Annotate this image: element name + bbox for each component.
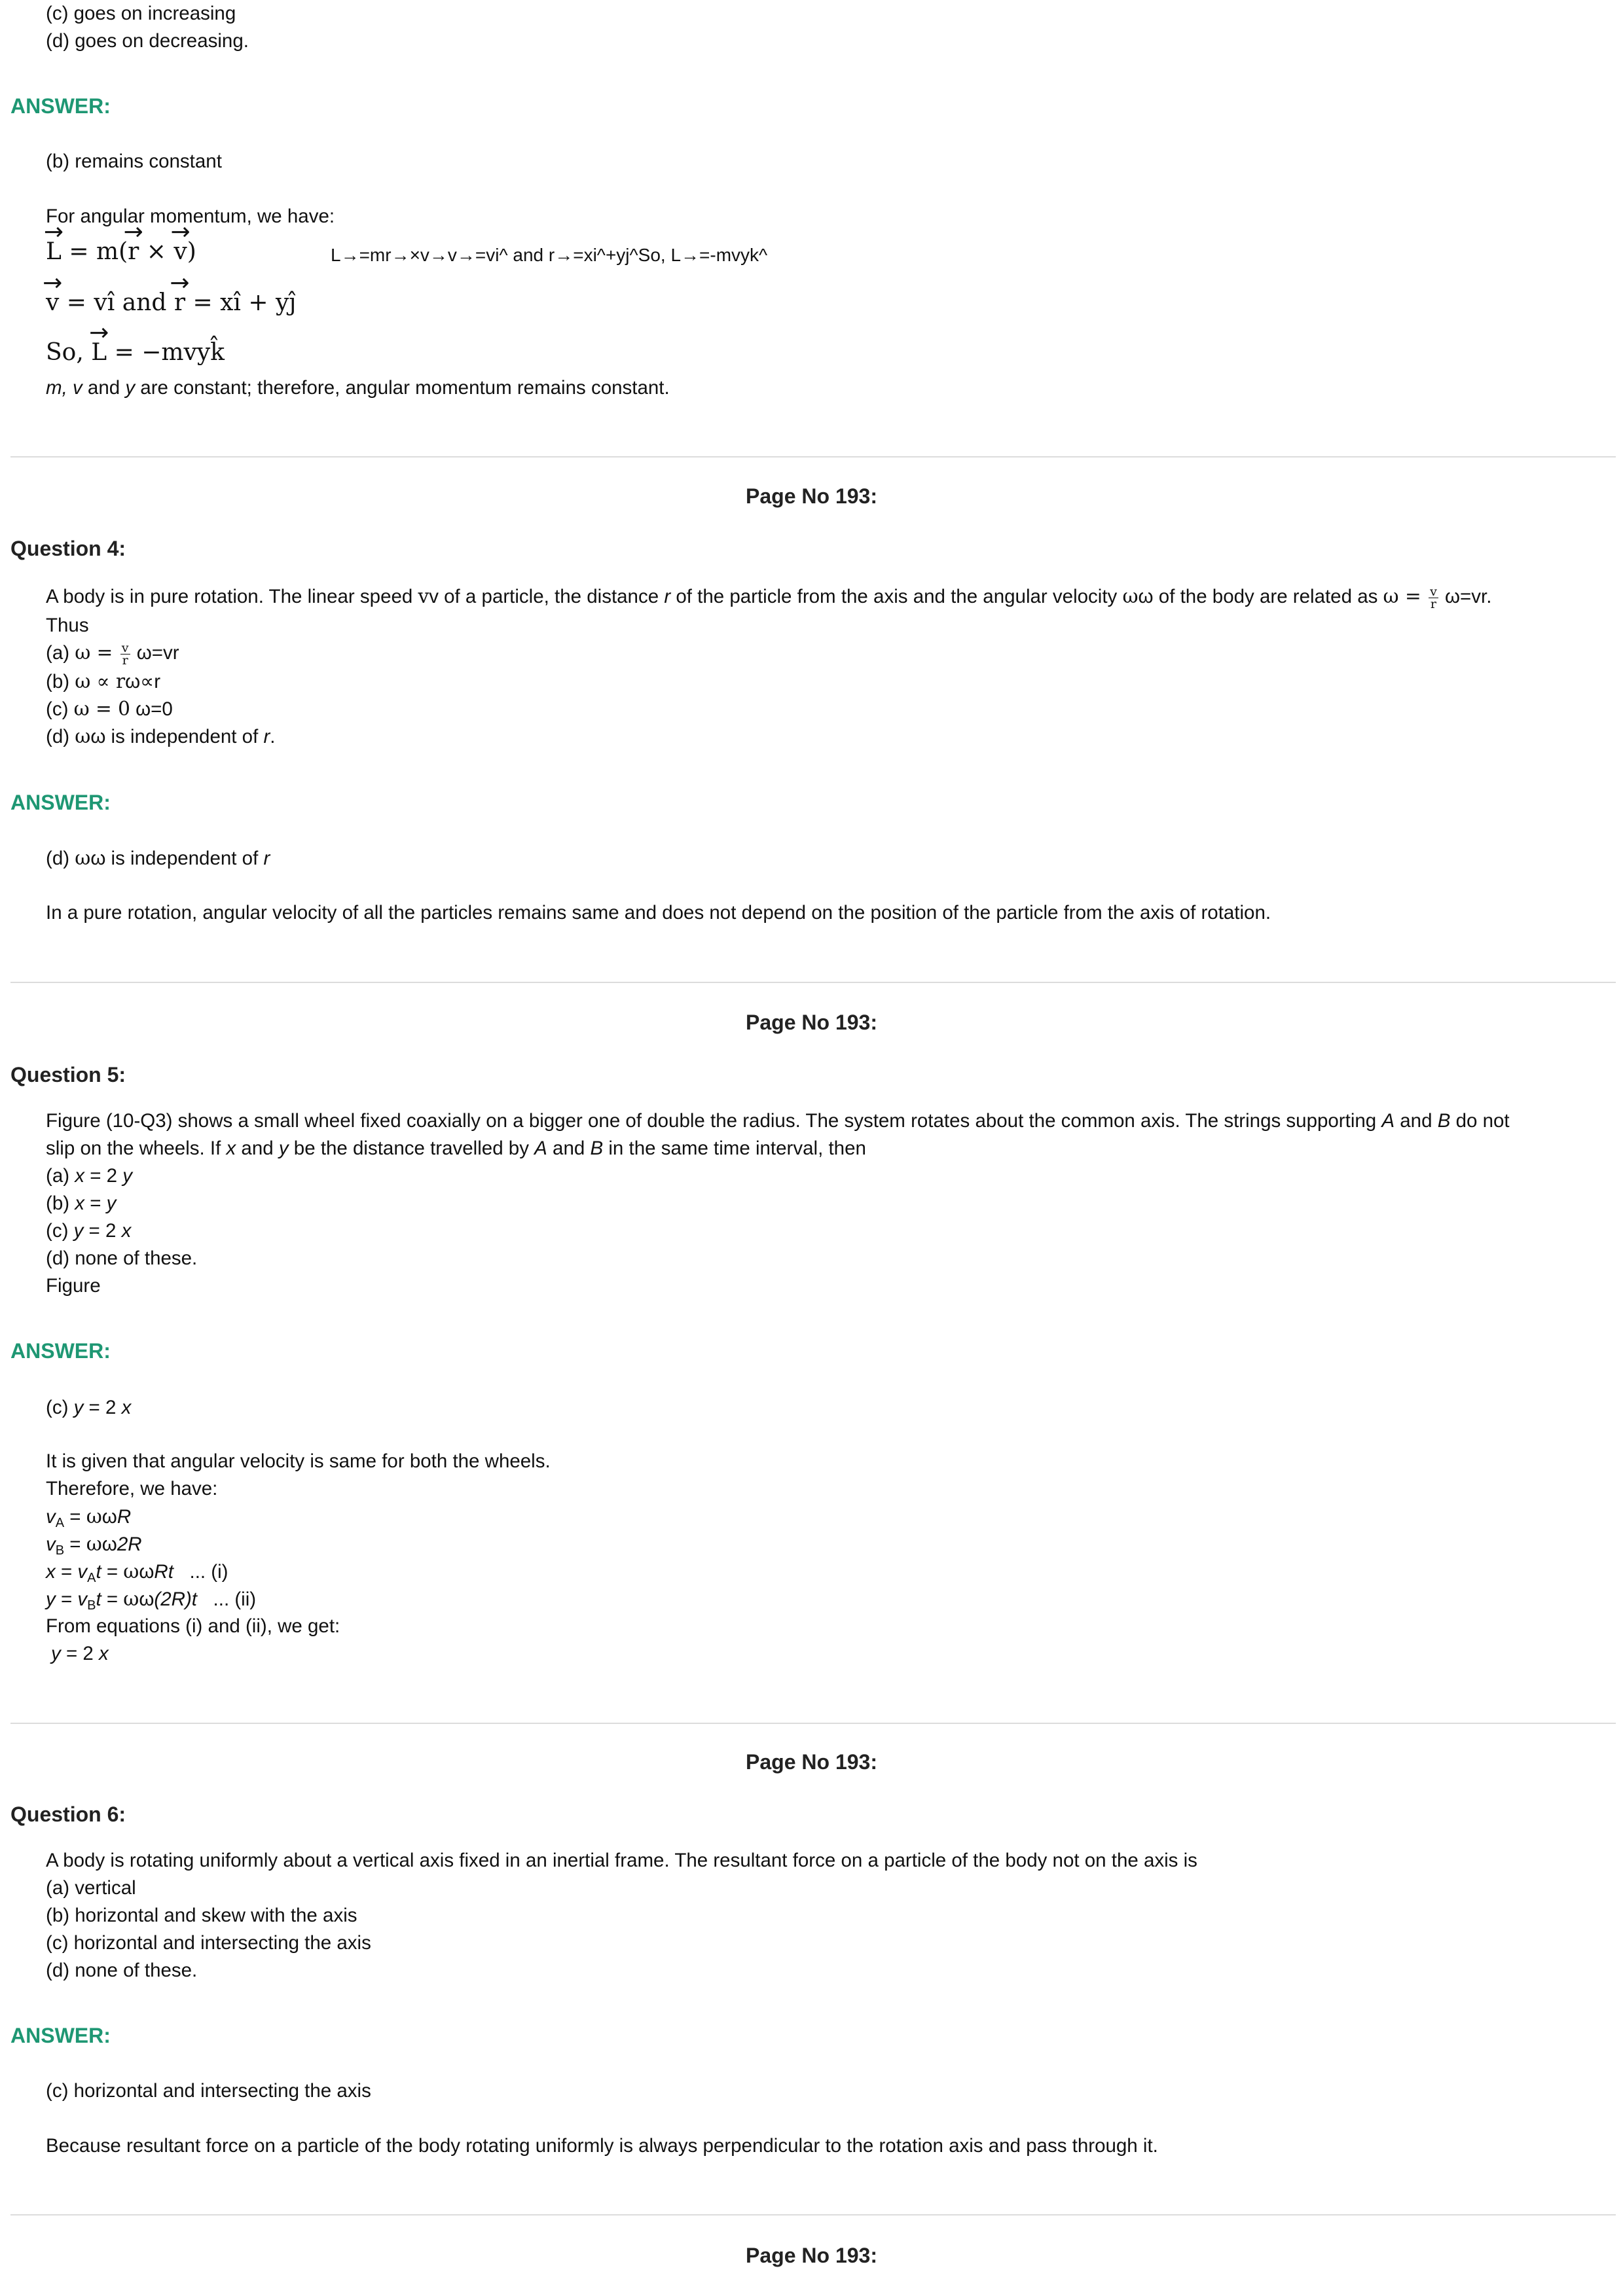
var: y (73, 1397, 84, 1418)
var: v (77, 1588, 88, 1610)
text: ω∝r (125, 671, 161, 692)
question-5-option-a (46, 1162, 132, 1190)
text: be the distance travelled by (288, 1138, 535, 1159)
explanation-line: For angular momentum, we have: (46, 206, 335, 227)
vector-L: → L (46, 238, 62, 265)
option-d: (d) goes on decreasing. (46, 30, 249, 52)
math-omega: ω (123, 1560, 139, 1583)
text: v (429, 586, 439, 607)
subscript: B (55, 1543, 65, 1558)
var: r (263, 726, 270, 747)
text: = (64, 1506, 86, 1528)
text: of the particle from the axis and the angular velocity (670, 586, 1123, 607)
eq-part: = xî + yĵ (185, 289, 297, 316)
question-6-option-c: (c) horizontal and intersecting the axis (46, 1932, 371, 1954)
question-6-option-a: (a) vertical (46, 1877, 136, 1899)
section-divider (10, 456, 1616, 457)
text: (b) (46, 1193, 75, 1214)
equation-tag: ... (i) (173, 1561, 228, 1583)
text: is independent of (105, 848, 264, 869)
text: = (84, 1193, 107, 1214)
eq-part: = vî and (59, 289, 174, 316)
section-divider (10, 1723, 1616, 1724)
text: (c) (46, 698, 74, 720)
page-number-heading: Page No 193: (746, 1750, 877, 1774)
var: B (1437, 1110, 1451, 1132)
vector-v: → v (173, 238, 187, 265)
math-omega: ω (1122, 585, 1139, 607)
text: = 2 (83, 1397, 122, 1418)
text: (a) (46, 642, 75, 664)
var: x (75, 1165, 84, 1187)
text: is independent of (105, 726, 264, 747)
question-4-option-c (46, 695, 173, 723)
denominator: r (1430, 596, 1436, 611)
vector-L: → L (91, 339, 107, 366)
text: = 2 (84, 1165, 123, 1187)
text: and (236, 1138, 279, 1159)
math-relation: ω = (1383, 585, 1428, 607)
var: x (121, 1397, 132, 1418)
text: of a particle, the distance (438, 586, 665, 607)
text: (c) (46, 1397, 74, 1418)
math: ω (75, 847, 91, 869)
text: ω (139, 1588, 155, 1610)
math-relation: ω = (75, 641, 119, 664)
text: (b) (46, 671, 75, 692)
question-4-answer (46, 844, 270, 872)
text: = (101, 1561, 124, 1583)
text: and (82, 377, 126, 399)
text: . (270, 726, 276, 747)
text: in the same time interval, then (603, 1138, 866, 1159)
fraction (120, 642, 130, 666)
var: y (73, 1220, 84, 1242)
var: B (590, 1138, 604, 1159)
var: y (125, 377, 136, 399)
text: slip on the wheels. If (46, 1138, 227, 1159)
math: ω ∝ r (75, 670, 126, 692)
text: = (55, 1561, 78, 1583)
var: v (77, 1561, 88, 1583)
text: ω (139, 1561, 155, 1583)
var: t (96, 1561, 101, 1583)
var: y (278, 1138, 289, 1159)
var: x (121, 1220, 132, 1242)
var: t (96, 1588, 101, 1610)
var: r (263, 848, 270, 869)
question-5-text-line-1 (46, 1107, 1510, 1135)
var: Rt (154, 1561, 173, 1583)
text: ω=vr (136, 642, 179, 664)
denominator: r (122, 653, 128, 668)
equation-tag: ... (ii) (196, 1588, 257, 1610)
eq-part: × (139, 238, 174, 265)
var: v (46, 1534, 56, 1555)
text: = 2 (83, 1220, 122, 1242)
var: A (1381, 1110, 1395, 1132)
math-v: v (418, 585, 429, 607)
subscript: B (87, 1598, 96, 1613)
question-5-solution-line-8 (51, 1640, 109, 1668)
text: are constant; therefore, angular momentum remains constant. (135, 377, 670, 399)
question-5-solution-line-2: Therefore, we have: (46, 1478, 218, 1499)
var: x (75, 1193, 84, 1214)
question-4-explanation: In a pure rotation, angular velocity of all the particles remains same and does not depend on the position of the particle from the axis of rotation. (46, 902, 1271, 924)
var: x (98, 1643, 109, 1664)
question-6-option-d: (d) none of these. (46, 1960, 198, 1981)
text: A body is in pure rotation. The linear speed (46, 586, 418, 607)
question-5-heading: Question 5: (10, 1063, 126, 1086)
question-6-answer: (c) horizontal and intersecting the axis (46, 2080, 371, 2102)
question-4-option-a (46, 639, 179, 667)
equation-angular-momentum (46, 238, 196, 265)
text: ω=0 (136, 698, 173, 720)
text: ω=vr. (1445, 586, 1492, 607)
vector-r: → r (128, 238, 139, 265)
text: and (547, 1138, 591, 1159)
equation-velocity-position (46, 289, 296, 316)
text: = (64, 1534, 86, 1555)
option-c: (c) goes on increasing (46, 3, 236, 24)
var: r (664, 586, 671, 607)
question-5-option-c (46, 1217, 131, 1245)
question-5-solution-line-7: From equations (i) and (ii), we get: (46, 1615, 340, 1637)
subscript: A (55, 1516, 65, 1530)
text: (d) (46, 726, 75, 747)
var: (2R)t (154, 1588, 197, 1610)
var: m, v (46, 377, 82, 399)
text: ω (90, 848, 106, 869)
math: ω (75, 725, 91, 747)
question-4-heading: Question 4: (10, 537, 126, 560)
question-5-figure-label: Figure (46, 1275, 101, 1297)
question-5-solution-line-1: It is given that angular velocity is same for both the wheels. (46, 1450, 551, 1472)
text: = (101, 1588, 124, 1610)
text: ω (101, 1534, 117, 1555)
question-4-option-b (46, 668, 160, 696)
vector-v: → v (46, 289, 59, 316)
conclusion-line (46, 374, 670, 402)
numerator: v (121, 640, 129, 655)
var: 2R (117, 1534, 142, 1555)
math-omega: ω (86, 1533, 102, 1555)
text: = (55, 1588, 78, 1610)
question-4-option-d (46, 723, 276, 751)
var: R (117, 1506, 132, 1528)
text: Figure (10-Q3) shows a small wheel fixed coaxially on a bigger one of double the radius. The system rotates about the common axis. The strings supporting (46, 1110, 1382, 1132)
subscript: A (87, 1571, 96, 1585)
var: y (106, 1193, 117, 1214)
eq-part: = m( (61, 238, 128, 265)
answer-label: ANSWER: (10, 791, 111, 814)
question-5-answer (46, 1394, 131, 1422)
text: (c) (46, 1220, 74, 1242)
text: do not (1450, 1110, 1510, 1132)
page-number-heading: Page No 193: (746, 1011, 877, 1034)
var: A (534, 1138, 547, 1159)
math-omega: ω (123, 1588, 139, 1610)
section-divider (10, 2214, 1616, 2215)
equation-result (46, 339, 225, 366)
var: x (46, 1561, 56, 1583)
question-5-text-line-2 (46, 1135, 866, 1162)
text: = 2 (60, 1643, 99, 1664)
question-6-explanation: Because resultant force on a particle of the body rotating uniformly is always perpendicular to the rotation axis and pass through it. (46, 2135, 1158, 2157)
answer-label: ANSWER: (10, 2024, 111, 2047)
var: v (46, 1506, 56, 1528)
text: and (1395, 1110, 1438, 1132)
answer-text: (b) remains constant (46, 151, 222, 172)
numerator: v (1430, 584, 1437, 599)
var: y (122, 1165, 132, 1187)
fraction (1429, 586, 1438, 610)
section-divider (10, 982, 1616, 983)
vector-r: → r (174, 289, 185, 316)
var: y (46, 1588, 56, 1610)
math-omega: ω (86, 1505, 102, 1528)
text: of the body are related as (1153, 586, 1383, 607)
answer-label: ANSWER: (10, 1339, 111, 1363)
text: (a) (46, 1165, 75, 1187)
question-5-option-d: (d) none of these. (46, 1247, 198, 1269)
page-number-heading: Page No 193: (746, 2244, 877, 2267)
eq-part: So, (46, 339, 92, 366)
question-5-option-b (46, 1190, 116, 1217)
var: y (51, 1643, 61, 1664)
question-4-thus: Thus (46, 615, 89, 636)
var: x (226, 1138, 236, 1159)
text: ω (1138, 586, 1154, 607)
text: (d) (46, 848, 75, 869)
text: ω (90, 726, 106, 747)
question-6-text: A body is rotating uniformly about a vertical axis fixed in an inertial frame. The resultant force on a particle of the body not on the axis is (46, 1850, 1197, 1871)
eq-part: ) (187, 238, 196, 265)
eq-part: = −mvyk̂ (107, 339, 225, 366)
page-number-heading: Page No 193: (746, 484, 877, 508)
question-4-text (46, 583, 1491, 611)
question-6-option-b: (b) horizontal and skew with the axis (46, 1905, 357, 1926)
answer-label: ANSWER: (10, 94, 111, 118)
equation-plain-text: L→=mr→×v→v→=vi^ and r→=xi^+yj^So, L→=-mvyk^ (331, 245, 768, 265)
question-6-heading: Question 6: (10, 1803, 126, 1826)
math: ω = 0 (73, 698, 130, 720)
text: ω (101, 1506, 117, 1528)
